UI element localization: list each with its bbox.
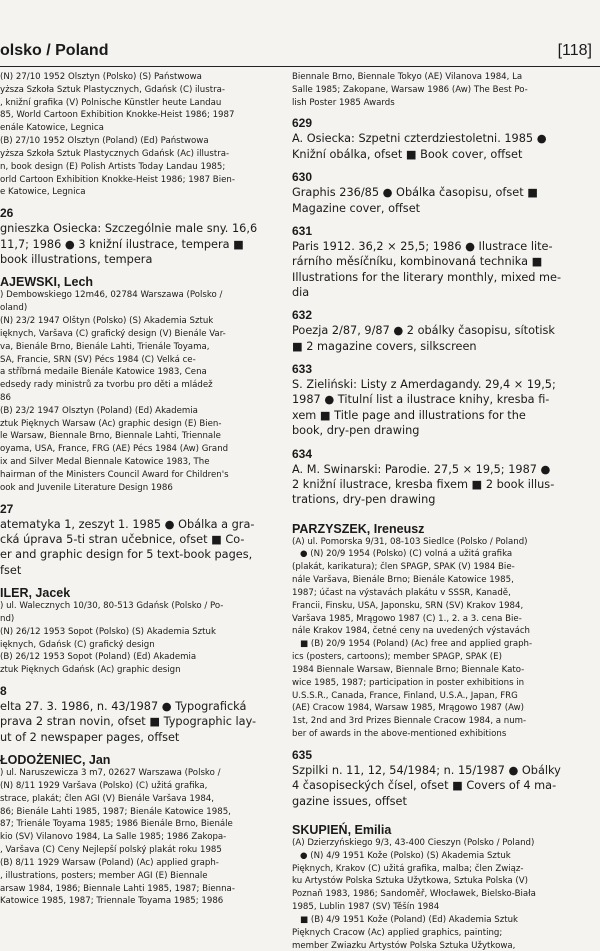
item-line: 4 časopiseckých čísel, ofset ■ Covers of 4 ma-: [292, 779, 557, 793]
item-line: Poezja 2/87, 9/87 ● 2 obálky časopisu, sítotisk: [292, 324, 555, 338]
bio-line: Pięknych, Krakov (C) užitá grafika, malba; člen Związ-: [292, 863, 524, 874]
catalog-item-632: [292, 308, 590, 354]
bio-line: ix and Silver Medal Biennale Katowice 1983, The: [0, 457, 210, 468]
catalog-item-629: [292, 116, 590, 162]
bio-line: (AE) Cracow 1984, Warsaw 1985, Mrągowo 1987 (Aw): [292, 703, 525, 714]
bio-line: ięknych, Varšava (C) grafický design (V) Bienále Var-: [0, 328, 226, 339]
artist-address: ) ul. Walecznych 10/30, 80-513 Gdańsk (Polsko / Po-: [0, 601, 224, 612]
bio-line: ber of awards in the above-mentioned exhibitions: [292, 729, 507, 740]
bio-line: edsedy rady ministrů za tvorbu pro děti a mládež: [0, 380, 213, 391]
bio-line: yższa Szkoła Sztuk Plastycznych Gdańsk (Ac) illustra-: [0, 148, 230, 159]
artist-name: AJEWSKI, Lech: [0, 275, 94, 290]
bio-line: (N) 23/2 1947 Olštyn (Polsko) (S) Akademia Sztuk: [0, 316, 214, 327]
artist-entry: [0, 275, 282, 493]
bio-line: member Zwiazku Artystów Polska Sztuka Užytkowa,: [292, 940, 516, 951]
bio-line: lish Poster 1985 Awards: [292, 97, 395, 108]
bio-line: ics (posters, cartoons); member SPAGP, SPAK (E): [292, 652, 502, 663]
bio-line: ■ (B) 4/9 1951 Kože (Poland) (Ed) Akademia Sztuk: [300, 914, 519, 925]
bio-line: , illustrations, posters; member AGI (E) Biennale: [0, 870, 208, 881]
bio-line: e Katowice, Legnica: [0, 187, 86, 198]
bio-line: ■ (B) 20/9 1954 (Poland) (Ac) free and applied graph-: [300, 639, 533, 650]
bio-line: U.S.S.R., Canada, France, Finland, U.S.A., Japan, FRG: [292, 690, 518, 701]
item-line: book, dry-pen drawing: [292, 424, 420, 438]
bio-line: ook and Juvenile Literature Design 1986: [0, 482, 173, 493]
bio-line: a stříbrná medaile Bienále Katowice 1983, Cena: [0, 367, 207, 378]
item-line: Illustrations for the literary monthly, mixed me-: [292, 270, 562, 284]
item-line: ut of 2 newspaper pages, offset: [0, 730, 180, 744]
artist-address: (A) Dzierzyńskiego 9/3, 43-400 Cieszyn (Polsko / Poland): [292, 837, 535, 848]
item-number: 27: [0, 501, 14, 516]
bio-line: 86: [0, 392, 11, 403]
bio-line: nále Varšava, Bienále Brno; Bienále Katowice 1985,: [292, 575, 514, 586]
artist-entry: [292, 522, 590, 740]
catalog-item-631: [292, 224, 590, 300]
bio-line: ztuk Pięknych Gdańsk (Ac) graphic design: [0, 665, 181, 676]
item-line: 1987 ● Titulní list a ilustrace knihy, kresba fi-: [292, 393, 550, 407]
item-line: ■ 2 magazine covers, silkscreen: [292, 339, 477, 353]
artist-name: PARZYSZEK, Ireneusz: [292, 521, 425, 536]
bio-line: orld Cartoon Exhibition Knokke-Heist 1986; 1987 Bien-: [0, 174, 235, 185]
bio-line: (N) 27/10 1952 Olsztyn (Polsko) (S) Państwowa: [0, 72, 202, 82]
item-number: 26: [0, 206, 14, 221]
item-line: book illustrations, tempera: [0, 253, 153, 266]
bio-line: arsaw 1984, 1986; Biennale Lahti 1985, 1987; Bienna-: [0, 883, 235, 894]
item-line: er and graphic design for 5 text-book pages,: [0, 548, 253, 562]
catalog-item-626: [0, 206, 282, 267]
left-column: [0, 72, 282, 907]
bio-line: Francii, Finsku, USA, Japonsku, SRN (SV) Krakov 1984,: [292, 600, 524, 611]
bio-line: Katowice 1985, 1987; Triennale Toyama 1985; 1986: [0, 896, 224, 907]
item-line: gazine issues, offset: [292, 794, 407, 808]
bio-line: Biennale Brno, Biennale Tokyo (AE) Vilanova 1984, La: [292, 72, 523, 82]
item-number: 633: [292, 362, 313, 377]
bio-line: strace, plakát; člen AGI (V) Bienále Varšava 1984,: [0, 793, 214, 804]
item-line: atematyka 1, zeszyt 1. 1985 ● Obálka a gra-: [0, 517, 255, 531]
bio-line: Poznaň 1983, 1986; Sandoměř, Włocławek, Bielsko-Biała: [292, 889, 536, 900]
item-line: Graphis 236/85 ● Obálka časopisu, ofset ■: [292, 186, 538, 200]
bio-line: Pięknych Cracow (Ac) applied graphics, painting;: [292, 927, 503, 938]
item-number: 631: [292, 223, 313, 238]
bio-line: (B) 8/11 1929 Warsaw (Poland) (Ac) applied graph-: [0, 857, 219, 868]
item-line: trations, dry-pen drawing: [292, 493, 436, 507]
item-line: rárního měsíčníku, kombinovaná technika ■: [292, 255, 543, 269]
item-number: 629: [292, 116, 313, 131]
bio-line: 1987; účast na výstavách plakátu v SSSR, Kanadě,: [292, 587, 511, 598]
page-number: [118]: [557, 42, 592, 59]
item-line: Magazine cover, offset: [292, 201, 421, 215]
item-line: cká úprava 5-ti stran učebnice, ofset ■ Co-: [0, 532, 245, 546]
catalog-item-630: [292, 170, 590, 216]
artist-address: ) ul. Naruszewicza 3 m7, 02627 Warszawa (Polsko /: [0, 768, 221, 779]
artist-entry: [292, 823, 590, 951]
bio-line: 1st, 2nd and 3rd Prizes Biennale Cracow 1984, a num-: [292, 716, 527, 727]
item-line: Paris 1912. 36,2 × 25,5; 1986 ● Ilustrace lite-: [292, 239, 553, 253]
bio-line: oyama, USA, France, FRG (AE) Pécs 1984 (Aw) Grand: [0, 444, 229, 455]
bio-line: hairman of the Ministers Council Award for Children's: [0, 469, 229, 480]
bio-line: , knižní grafika (V) Polnische Künstler heute Landau: [0, 97, 222, 108]
bio-line: (N) 26/12 1953 Sopot (Polsko) (S) Akademia Sztuk: [0, 626, 216, 637]
header-rule: [0, 66, 600, 67]
bio-line: ● (N) 4/9 1951 Kože (Polsko) (S) Akademia Sztuk: [300, 850, 511, 861]
bio-line: , Varšava (C) Ceny Nejlepší polský plakát roku 1985: [0, 845, 222, 856]
bio-line: SA, Francie, SRN (SV) Pécs 1984 (C) Velká ce-: [0, 354, 196, 365]
bio-line: n, book design (E) Polish Artists Today Landau 1985;: [0, 161, 226, 172]
continued-bio: [292, 72, 590, 108]
bio-line: 1984 Biennale Warsaw, Biennale Brno; Biennale Kato-: [292, 664, 525, 675]
bio-line: 86; Bienále Lahti 1985, 1987; Bienále Katowice 1985,: [0, 806, 231, 817]
item-number: 634: [292, 446, 313, 461]
item-line: S. Zieliński: Listy z Amerdagandy. 29,4 × 19,5;: [292, 378, 556, 392]
artist-name: SKUPIEŃ, Emilia: [292, 822, 392, 837]
item-number: 632: [292, 308, 313, 323]
artist-name: ŁODOŻENIEC, Jan: [0, 753, 111, 768]
right-column: [292, 72, 590, 951]
item-line: dia: [292, 286, 310, 299]
bio-line: (B) 23/2 1947 Olsztyn (Poland) (Ed) Akademia: [0, 405, 198, 416]
item-line: Knižní obálka, ofset ■ Book cover, offset: [292, 147, 523, 161]
bio-line: enále Katowice, Legnica: [0, 123, 104, 134]
item-line: fset: [0, 563, 22, 577]
bio-line: 85, World Cartoon Exhibition Knokke-Heist 1986; 1987: [0, 110, 235, 121]
bio-line: ztuk Pięknych Warsaw (Ac) graphic design (E) Bien-: [0, 418, 222, 429]
item-line: 2 knižní ilustrace, kresba fixem ■ 2 book illus-: [292, 477, 555, 491]
artist-address: ) Dembowskiego 12m46, 02784 Warszawa (Polsko /: [0, 290, 223, 301]
bio-line: ięknych, Gdańsk (C) grafický design: [0, 639, 155, 650]
bio-line: le Warsaw, Biennale Brno, Biennale Lahti, Triennale: [0, 431, 221, 442]
bio-line: yższa Szkoła Sztuk Plastycznych, Gdańsk (C) ilustra-: [0, 84, 225, 95]
catalog-item-627: [0, 502, 282, 578]
item-line: A. M. Swinarski: Parodie. 27,5 × 19,5; 1987 ●: [292, 462, 551, 476]
item-line: gnieszka Osiecka: Szczególnie male sny. 16,6: [0, 222, 258, 236]
bio-line: ● (N) 20/9 1954 (Polsko) (C) volná a užitá grafika: [300, 549, 513, 560]
bio-line: (B) 27/10 1952 Olsztyn (Poland) (Ed) Państwowa: [0, 136, 209, 147]
item-number: 635: [292, 747, 313, 762]
artist-address: nd): [0, 613, 15, 624]
catalog-item-635: [292, 748, 590, 809]
item-number: 630: [292, 170, 313, 185]
bio-line: ku Artystów Polska Sztuka Užytkowa, Sztuka Polska (V): [292, 876, 529, 887]
artist-name: ILER, Jacek: [0, 586, 71, 601]
item-line: prava 2 stran novin, ofset ■ Typographic lay-: [0, 715, 257, 729]
item-line: 11,7; 1986 ● 3 knižní ilustrace, tempera ■: [0, 237, 244, 251]
bio-line: va, Bienále Brno, Bienále Lahti, Trienále Toyama,: [0, 341, 210, 352]
catalog-item-633: [292, 362, 590, 438]
catalog-item-628: [0, 684, 282, 745]
bio-line: Varšava 1985, Mrągowo 1987 (C) 1., 2. a 3. cena Bie-: [292, 613, 522, 624]
artist-address: (A) ul. Pomorska 9/31, 08-103 Siedlce (Polsko / Poland): [292, 536, 528, 547]
bio-line: 87; Trienále Toyama 1985; 1986 Bienále Brno, Bienále: [0, 819, 233, 830]
item-line: A. Osiecka: Szpetni czterdziestoletni. 1985 ●: [292, 132, 547, 146]
item-line: Szpilki n. 11, 12, 54/1984; n. 15/1987 ● Obálky: [292, 763, 561, 777]
bio-line: (plakát, karikatura); člen SPAGP, SPAK (V) 1984 Bie-: [292, 562, 515, 573]
artist-entry: [0, 753, 282, 907]
bio-line: nále Krakov 1984, četné ceny na uvedených výstavách: [292, 626, 531, 637]
artist-address: oland): [0, 303, 28, 314]
bio-line: 1985, Lublin 1987 (SV) Těšín 1984: [292, 902, 440, 913]
catalog-item-634: [292, 447, 590, 508]
item-number: 8: [0, 684, 7, 699]
bio-line: wice 1985, 1987; participation in poster exhibitions in: [292, 677, 525, 688]
bio-line: Salle 1985; Zakopane, Warsaw 1986 (Aw) The Best Po-: [292, 84, 528, 95]
bio-line: (B) 26/12 1953 Sopot (Poland) (Ed) Akademia: [0, 652, 197, 663]
artist-entry: [0, 586, 282, 676]
item-line: xem ■ Title page and illustrations for the: [292, 408, 526, 422]
page-header-title: olsko / Poland: [0, 42, 109, 59]
osiecka-bio: [0, 72, 282, 198]
item-line: elta 27. 3. 1986, n. 43/1987 ● Typografická: [0, 700, 247, 714]
bio-line: kio (SV) Vilanovo 1984, La Salle 1985; 1986 Zakopa-: [0, 832, 227, 843]
bio-line: (N) 8/11 1929 Varšava (Polsko) (C) užitá grafika,: [0, 780, 208, 791]
